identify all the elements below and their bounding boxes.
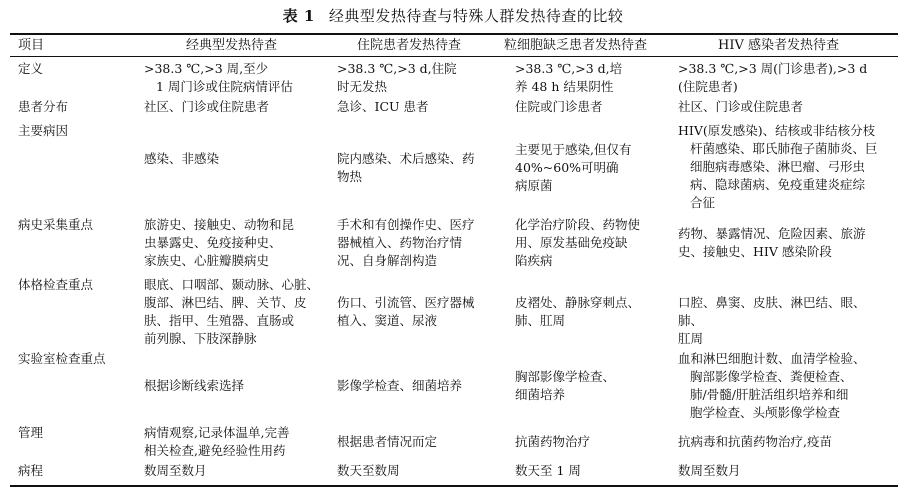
cell-item: 患者分布 xyxy=(18,99,69,114)
cell-hiv xyxy=(678,294,888,348)
cell-line: 药物、暴露情况、危险因素、旅游 xyxy=(678,226,866,241)
cell-neutropenic xyxy=(515,216,663,270)
cell-hiv xyxy=(678,462,888,480)
cell-line: 肛周 xyxy=(678,331,704,346)
cell-item: 管理 xyxy=(18,425,44,440)
cell-neutropenic xyxy=(515,462,663,480)
cell-hiv xyxy=(678,98,888,116)
cell-line: (住院患者) xyxy=(678,79,738,94)
cell-neutropenic xyxy=(515,294,663,330)
cell-line: 1 周门诊或住院病情评估 xyxy=(156,79,293,94)
cell-inpatient xyxy=(337,433,499,451)
cell-line: 伤口、引流管、医疗器械 xyxy=(337,295,475,310)
cell-line: >38.3 ℃,>3 d,住院 xyxy=(337,61,457,76)
cell-line: 史、接触史、HIV 感染阶段 xyxy=(678,244,832,259)
cell-inpatient xyxy=(337,216,499,270)
cell-line: 家族史、心脏瓣膜病史 xyxy=(144,253,270,268)
bottom-rule xyxy=(10,485,898,487)
cell-line: 住院或门诊患者 xyxy=(515,99,603,114)
cell-inpatient xyxy=(337,377,499,395)
cell-line: 院内感染、术后感染、药 xyxy=(337,151,475,166)
cell-line: 皮褶处、静脉穿刺点、 xyxy=(515,295,641,310)
cell-line: 植入、窦道、尿液 xyxy=(337,313,438,328)
cell-hiv xyxy=(678,225,888,261)
table-caption xyxy=(0,6,906,26)
cell-line: 相关检查,避免经验性用药 xyxy=(144,443,286,458)
cell-line: 物热 xyxy=(337,169,363,184)
header-neutropenic: 粒细胞缺乏患者发热待查 xyxy=(504,38,648,53)
cell-item: 体格检查重点 xyxy=(18,277,94,292)
cell-item: 定义 xyxy=(18,61,44,76)
cell-inpatient xyxy=(337,60,499,96)
cell-line: 腹部、淋巴结、脾、关节、皮 xyxy=(144,295,307,310)
cell-line: 胸部影像学检查、 xyxy=(515,369,616,384)
cell-hiv xyxy=(678,433,888,451)
cell-classic xyxy=(144,462,322,480)
cell-classic xyxy=(144,377,322,395)
cell-inpatient xyxy=(337,150,499,186)
cell-line: 器械植入、药物治疗情 xyxy=(337,235,463,250)
cell-item: 病程 xyxy=(18,463,44,478)
cell-hiv xyxy=(678,350,888,422)
cell-line: 胞学检查、头颅影像学检查 xyxy=(690,405,841,420)
cell-neutropenic xyxy=(515,98,663,116)
cell-hiv xyxy=(678,60,888,96)
cell-line: 40%~60%可明确 xyxy=(515,160,619,175)
cell-line: 养 48 h 结果阴性 xyxy=(515,79,614,94)
cell-line: 根据诊断线索选择 xyxy=(144,378,245,393)
cell-hiv xyxy=(678,122,888,212)
cell-classic xyxy=(144,60,322,96)
cell-line: 合征 xyxy=(690,195,716,210)
cell-neutropenic xyxy=(515,141,663,195)
cell-line: 时无发热 xyxy=(337,79,388,94)
header-inpatient: 住院患者发热待查 xyxy=(357,38,462,53)
cell-inpatient xyxy=(337,98,499,116)
cell-line: >38.3 ℃,>3 周(门诊患者),>3 d xyxy=(678,61,868,76)
cell-line: >38.3 ℃,>3 周,至少 xyxy=(144,61,269,76)
cell-line: 影像学检查、细菌培养 xyxy=(337,378,463,393)
cell-line: 胸部影像学检查、粪便检查、 xyxy=(690,369,853,384)
cell-line: 抗菌药物治疗 xyxy=(515,434,591,449)
cell-line: 肺/骨髓/肝脏活组织培养和细 xyxy=(690,387,849,402)
cell-line: 虫暴露史、免疫接种史、 xyxy=(144,235,282,250)
cell-classic xyxy=(144,424,322,460)
cell-line: 抗病毒和抗菌药物治疗,疫苗 xyxy=(678,434,832,449)
cell-line: 根据患者情况而定 xyxy=(337,434,438,449)
cell-line: 况、自身解剖构造 xyxy=(337,253,438,268)
cell-classic xyxy=(144,276,322,348)
cell-item: 病史采集重点 xyxy=(18,217,94,232)
cell-item: 主要病因 xyxy=(18,123,69,138)
cell-line: 化学治疗阶段、药物使 xyxy=(515,217,641,232)
cell-line: 肤、指甲、生殖器、直肠或 xyxy=(144,313,295,328)
header-classic: 经典型发热待查 xyxy=(186,38,278,53)
cell-line: 数周至数月 xyxy=(678,463,741,478)
cell-line: 病情观察,记录体温单,完善 xyxy=(144,425,290,440)
cell-line: 口腔、鼻窦、皮肤、淋巴结、眼、肺、 xyxy=(678,295,866,328)
cell-line: 病原菌 xyxy=(515,178,553,193)
cell-line: 旅游史、接触史、动物和昆 xyxy=(144,217,295,232)
cell-line: 数天至数周 xyxy=(337,463,400,478)
cell-line: 用、原发基础免疫缺 xyxy=(515,235,628,250)
cell-line: >38.3 ℃,>3 d,培 xyxy=(515,61,623,76)
cell-line: 数周至数月 xyxy=(144,463,207,478)
cell-line: 主要见于感染,但仅有 xyxy=(515,142,632,157)
cell-classic xyxy=(144,150,322,168)
cell-line: 数天至 1 周 xyxy=(515,463,581,478)
cell-line: 血和淋巴细胞计数、血清学检验、 xyxy=(678,351,866,366)
cell-inpatient xyxy=(337,462,499,480)
cell-line: HIV(原发感染)、结核或非结核分枝 xyxy=(678,123,876,138)
table-title: 经典型发热待查与特殊人群发热待查的比较 xyxy=(328,7,624,25)
cell-line: 杆菌感染、耶氏肺孢子菌肺炎、巨 xyxy=(690,141,878,156)
cell-line: 陷疾病 xyxy=(515,253,553,268)
cell-line: 细菌培养 xyxy=(515,387,566,402)
cell-neutropenic xyxy=(515,60,663,96)
cell-line: 手术和有创操作史、医疗 xyxy=(337,217,475,232)
cell-neutropenic xyxy=(515,368,663,404)
cell-line: 病、隐球菌病、免疫重建炎症综 xyxy=(690,177,866,192)
cell-line: 细胞病毒感染、淋巴瘤、弓形虫 xyxy=(690,159,866,174)
table-number: 表 1 xyxy=(282,7,315,25)
cell-item: 实验室检查重点 xyxy=(18,351,106,366)
cell-line: 社区、门诊或住院患者 xyxy=(144,99,270,114)
cell-classic xyxy=(144,98,322,116)
cell-inpatient xyxy=(337,294,499,330)
top-rule xyxy=(10,33,898,35)
cell-classic xyxy=(144,216,322,270)
header-rule xyxy=(10,56,898,57)
cell-line: 前列腺、下肢深静脉 xyxy=(144,331,257,346)
cell-neutropenic xyxy=(515,433,663,451)
cell-line: 社区、门诊或住院患者 xyxy=(678,99,804,114)
cell-line: 急诊、ICU 患者 xyxy=(337,99,429,114)
cell-line: 眼底、口咽部、颞动脉、心脏、 xyxy=(144,277,320,292)
cell-line: 感染、非感染 xyxy=(144,151,220,166)
cell-line: 肺、肛周 xyxy=(515,313,566,328)
header-item: 项目 xyxy=(18,38,45,53)
header-hiv: HIV 感染者发热待查 xyxy=(718,38,839,53)
